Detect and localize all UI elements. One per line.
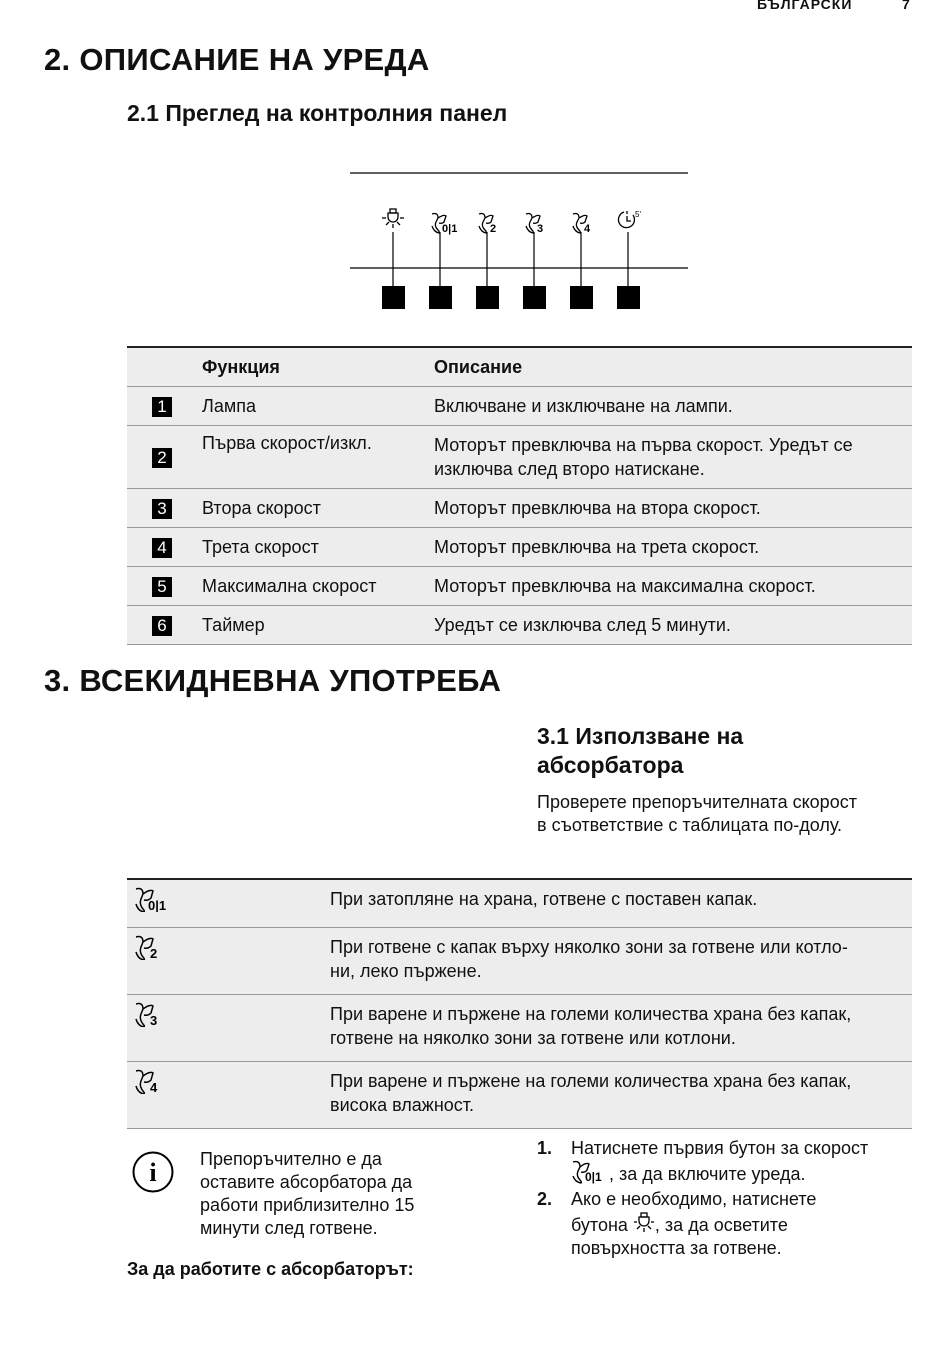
fan-3-icon <box>526 214 543 236</box>
header-description: Описание <box>434 347 912 386</box>
row-function: Максимална скорост <box>202 566 434 605</box>
svg-text:i: i <box>149 1158 157 1187</box>
fan-2-icon <box>133 934 177 960</box>
marker-1 <box>382 286 405 309</box>
fan-4-label: 4 <box>584 223 591 235</box>
row-description: Моторът превключва на трета скорост. <box>434 527 912 566</box>
fan-2-label: 2 <box>490 223 497 235</box>
control-panel-diagram <box>350 168 690 313</box>
section-3-1-intro: Проверете препоръчителната скорост в съответствие с таблицата по-долу. <box>537 792 857 835</box>
row-number-badge: 4 <box>152 538 172 558</box>
fan-4-icon <box>573 214 591 236</box>
section-3-title: 3. ВСЕКИДНЕВНА УПОТРЕБА <box>44 663 502 698</box>
row-function: Втора скорост <box>202 488 434 527</box>
step-1: 1. Натиснете първия бутон за скорост 0|1 , за да включите уреда. <box>537 1138 869 1184</box>
row-number-badge: 5 <box>152 577 172 597</box>
speed-description: При затопляне на храна, готвене с поставен капак. <box>318 879 912 927</box>
svg-text:4: 4 <box>150 1079 158 1094</box>
svg-text:3: 3 <box>150 1012 158 1027</box>
timer-label: 5' <box>635 210 641 219</box>
speed-description: При варене и пържене на големи количества храна без капак, готвене на няколко зони за готвене или котлони. <box>318 994 912 1061</box>
fan-3-label: 3 <box>537 223 544 235</box>
table-row <box>127 1061 912 1128</box>
timer-5-icon <box>618 210 641 228</box>
row-number-badge: 3 <box>152 499 172 519</box>
section-3-1-title: 3.1 Използване на абсорбатора <box>537 723 744 778</box>
fan-0-1-icon <box>571 1160 609 1184</box>
table-row <box>127 927 912 994</box>
svg-text:2: 2 <box>150 945 158 960</box>
row-description: Включване и изключване на лампи. <box>434 386 912 425</box>
table-row <box>127 425 912 488</box>
step-number: 2. <box>537 1189 553 1209</box>
fan-3-icon <box>133 1001 177 1027</box>
row-description: Моторът превключва на първа скорост. Уредът се изключва след второ натискане. <box>434 425 912 488</box>
table-row <box>127 994 912 1061</box>
row-number-badge: 6 <box>152 616 172 636</box>
row-description: Уредът се изключва след 5 минути. <box>434 605 912 644</box>
language-label: БЪЛГАРСКИ <box>757 0 853 12</box>
marker-3 <box>476 286 499 309</box>
header-function: Функция <box>202 347 434 386</box>
page-number: 7 <box>902 0 910 12</box>
step-number: 1. <box>537 1138 553 1158</box>
info-icon <box>131 1150 175 1194</box>
table-header-row <box>127 347 912 386</box>
table-row <box>127 386 912 425</box>
row-number-badge: 2 <box>152 448 172 468</box>
section-2-1-title: 2.1 Преглед на контролния панел <box>127 100 508 126</box>
table-row <box>127 879 912 927</box>
table-row <box>127 488 912 527</box>
svg-text:0|1: 0|1 <box>148 898 167 912</box>
table-row <box>127 605 912 644</box>
marker-2 <box>429 286 452 309</box>
section-2-title: 2. ОПИСАНИЕ НА УРЕДА <box>44 42 430 77</box>
marker-6 <box>617 286 640 309</box>
speed-description: При готвене с капак върху няколко зони за готвене или котло- ни, леко пържене. <box>318 927 912 994</box>
marker-4 <box>523 286 546 309</box>
fan-0-1-label: 0|1 <box>442 223 458 235</box>
table-row <box>127 566 912 605</box>
speed-description: При варене и пържене на големи количества храна без капак, висока влажност. <box>318 1061 912 1128</box>
row-description: Моторът превключва на втора скорост. <box>434 488 912 527</box>
fan-4-icon <box>133 1068 177 1094</box>
operate-heading: За да работите с абсорбаторът: <box>127 1259 414 1279</box>
speed-table <box>127 878 912 1129</box>
fan-2-icon <box>479 214 496 236</box>
row-description: Моторът превключва на максимална скорост. <box>434 566 912 605</box>
fan-0-1-icon <box>133 886 177 912</box>
table-row <box>127 527 912 566</box>
svg-text:0|1: 0|1 <box>585 1170 602 1184</box>
functions-table <box>127 346 912 645</box>
step-2: 2. Ако е необходимо, натиснете бутона , за да осветите повърхността за готвене. <box>537 1189 817 1258</box>
row-function: Лампа <box>202 386 434 425</box>
marker-5 <box>570 286 593 309</box>
info-note: Препоръчително е да оставите абсорбатора да работи приблизително 15 минути след готвене. <box>200 1149 415 1238</box>
fan-0-1-icon <box>432 214 457 236</box>
row-function: Трета скорост <box>202 527 434 566</box>
row-function: Таймер <box>202 605 434 644</box>
lamp-icon <box>633 1211 655 1235</box>
row-function: Първа скорост/изкл. <box>202 425 434 488</box>
steps-list <box>537 1137 937 1260</box>
lamp-icon <box>382 209 404 228</box>
row-number-badge: 1 <box>152 397 172 417</box>
